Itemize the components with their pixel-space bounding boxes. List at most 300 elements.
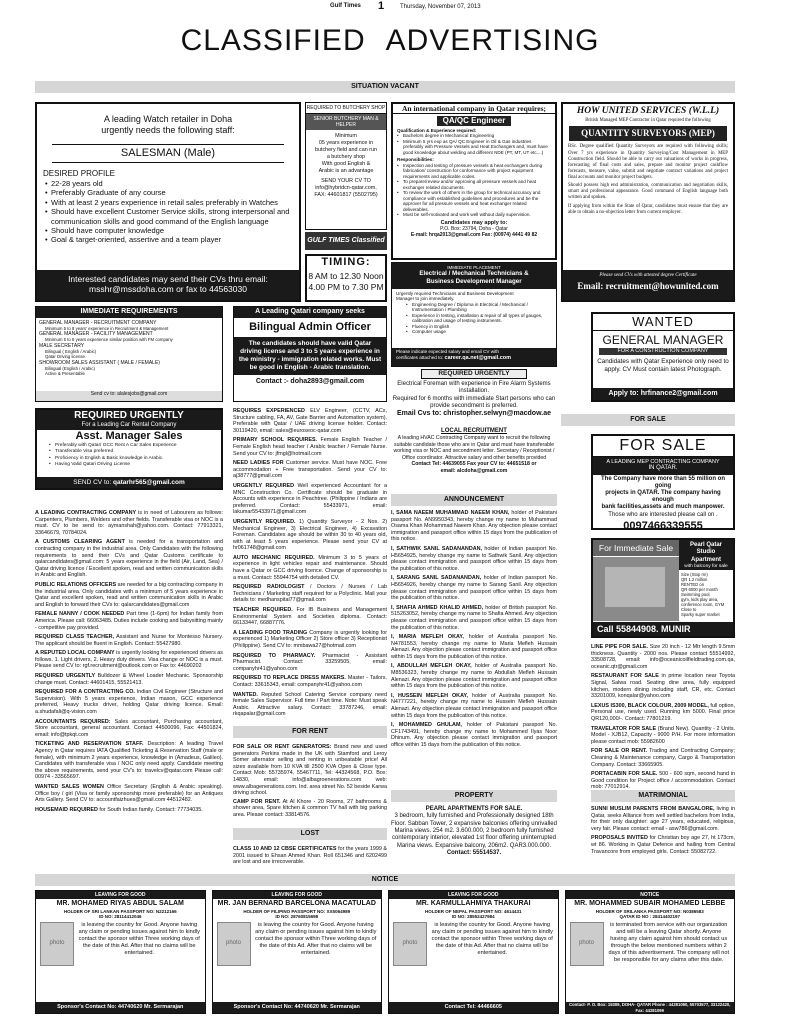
ad-heading: A LEADING FOOD TRADING (233, 629, 308, 636)
imm-heading: IMMEDIATE REQUIREMENTS (36, 307, 222, 318)
spec: gym, kids play area, (681, 597, 719, 603)
ad-heading: HOUSEMAID REQUIRED (35, 806, 98, 813)
issue-date: Thursday, November 07, 2013 (400, 4, 481, 10)
ad-text: Office Secretary (English & Arabic speaking). Office boy / girl (Visa or family sponsorship more preferable) for an Antiques Arts Gallery. Send CV to: accountfaizhues@gmail.com 44512482. (35, 783, 224, 804)
notice-body: is terminated from service with our organization and will be a leaving Qatar shortly. Anyone having any claim against him should contact us through the below mentioned numbers within 2 days of this advertisement. The company will not be responsible for any claims after this date. (608, 921, 730, 963)
announcement-header: ANNOUNCEMENT (391, 494, 557, 506)
list-item: • Having Valid Qatari Driving License (49, 462, 209, 468)
ad-text: Assistant and Nurse for Montesso Nursery. The applicant should be fluent in English. Contact: 55427980. (35, 634, 223, 647)
ad-heading: PORTACABIN FOR SALE. (591, 771, 658, 778)
ad-text: Well experienced Accountant for a MNC Construction Co. Certificate should be graduate in Accounts with experience in Peachtree. (Philippine / Indians are preferred. Contact: 55433971, email: lakumar55433971@gmail.com (233, 482, 387, 516)
ad-heading: I, ABDULLAH MEFLEH OKAY, (391, 663, 472, 670)
notice-body: is leaving the country for Good. Anyone having any claim or pending issues against him to kindly contact the sponsor within Three working days of the date of this Ad. After that no claims will be entertained. (431, 921, 553, 956)
classified-ad (591, 644, 735, 670)
ad-heading: PUBLIC RELATIONS OFFICERS (35, 581, 117, 588)
resp-item: • To prepare/review and/or approving all pressure vessels and heat exchanger related documents. (397, 179, 551, 190)
text: SEND YOUR CV TO (321, 178, 371, 185)
ad-text: Bulldozer & Wheel Loader Mechanic. Sponsorship change must. Contact: 44601415, 55521413. (35, 673, 223, 686)
apply-heading: Candidates may apply to: (440, 219, 508, 226)
ad-text: (Brand New). Quantity - 2 Units. Model - XJB12, Capacity - 9000 P/H. For more information please contact mob: 55982600 (591, 725, 736, 745)
timing-box (305, 254, 387, 302)
timing-heading: TIMING: (321, 256, 371, 268)
profile-item: • Preferably Graduate of any course (45, 188, 291, 197)
qaqc-title: QA/QC Engineer (437, 116, 511, 126)
list-item: • Transferable Visa preferred (49, 449, 209, 455)
gulf-times-classified-logo: GULF TIMES Classified (305, 232, 387, 250)
person-photo: photo (40, 922, 74, 966)
spec: Close to (681, 607, 697, 613)
title: REQUIRED URGENTLY (421, 369, 527, 379)
matrimonial-header: MATRIMONIAL (591, 790, 735, 802)
ad-heading: NEED LADIES FOR (233, 460, 284, 467)
ad-heading: TEACHER REQUIRED. (233, 607, 293, 614)
ad-heading: PROPOSALS INVITED (591, 835, 648, 842)
bilingual-contact: Contact :- doha2893@gmail.com (255, 378, 365, 386)
resp-heading: Responsibilities: (397, 157, 434, 163)
text: Those who are interested please call on . (608, 512, 718, 519)
ad-text: Size 20 inch - 12 Mtr length 9.5mm thickness. Quantity - 2000 nos. Please contact 55514992, 33508728, email: info@oceanicoilfieldtrading.com.qa, oceanic.qtr@gmail.com (591, 644, 736, 670)
ad-heading: TICKETING AND RESERVATION STAFF. (35, 741, 144, 748)
page-number: 1 (378, 0, 385, 12)
placement-title-2: Business Development Manager (426, 278, 522, 286)
ad-text: / Doctors / Nurses / Lab Technicians / Marketing staff required for a Polyclinic. Mail your details to: medhanspital77@gmail.com (233, 584, 388, 604)
resp-item: • Must be self-motivated and work well without daily supervision. (397, 212, 551, 218)
text: The Company have more than 55 million on going (600, 475, 726, 489)
ad-heading: REQUIRED URGENTLY (35, 673, 96, 680)
person-photo: photo (393, 922, 427, 966)
ad-text: is urgently looking for experienced drivers as follows. 1. Light drivers, 2. Heavy duty drivers. Visa change or NOC is a must. Please send CV to: rgf.recruitment@outlook.com or Fax to: 44690202 (35, 650, 223, 670)
list-item: • Computer usage (406, 329, 552, 335)
ad-text: Brand new and used generators Perkins made in the UK with Stamford and Leroy Somer alternator selling and renting in unbeatable price! All sizes available from 10 KVA till 2500 KVA Open & Close type. Contact Mob: 55735974, 55467711, Tel: 44324568, P.O. Box: 14830, email: info@albagroenerations.com web: www.albagenerations.com. Ind. area street No. 52 beside Karwa driving school. (233, 744, 388, 797)
qual-item: • Bachelors degree in Mechanical Engineering (397, 133, 551, 139)
text: 05 years experience in (318, 140, 374, 147)
spec: QR 1.2 million (681, 577, 708, 583)
notice-body: is leaving the country for Good. Anyone having any claim or pending issues against him to kindly contact the sponsor within Three working days of the date of this Ad. After that no claims will be entertained. (255, 921, 377, 956)
ad-text: for Christian boy age 27, ht 173cm, wt 86. Working in Qatar Defence and hailing from Central Travancore from employed girls. Contact: 55082722. (591, 835, 735, 855)
text: Minimum (335, 133, 357, 140)
ad-heading: RESTAURANT FOR SALE (591, 673, 659, 680)
profile-item: • 22-28 years old (45, 179, 291, 188)
ad-text: holder of British passport No. 515263052, hereby change my name to Shafia Ahmed. Any objection please contact immigration and passport office within 15 days from the publication of this notice. (391, 604, 558, 631)
wanted-heading: WANTED (593, 314, 733, 331)
ad-heading: FEMALE NANNY / COOK NEEDED (35, 611, 125, 618)
company-name: HOW UNITED SERVICES (W.L.L) (576, 106, 720, 116)
classified-ad (391, 605, 557, 631)
notice-row (35, 890, 735, 1014)
spec: Size (Stop rm) (681, 572, 708, 577)
announcement-list (391, 510, 557, 784)
id-no: QATAR ID NO : 28414402197 (619, 914, 681, 920)
apply-email: Apply to: hrfinance2@gmail.com (593, 388, 733, 400)
text: butchery field and can run (314, 147, 378, 154)
classified-ad (233, 460, 387, 480)
text: Bilingual (English / Arabic) (45, 365, 95, 371)
ad-text: holder of Indian passport No. H5654925, hereby change my name to Sathwik Sanil. Any objection please contact immigration and passport office within 15 days from the publication of this notice. (391, 545, 557, 572)
ad-text: ELV Engineer, (CCTV, ACs, Structure cabling, FA, AV, Gate Barrier and Automation system). Preferable with Qatar / UAE driving license holder. Contact: 30119420, email: sales@euroseoc-qatar.com (233, 408, 387, 434)
text: GENERAL MANAGER - FACILITY MANAGEMENT (39, 331, 153, 338)
ad-text: holder of Australia passport No. M8536323, hereby change my name to Abdullah Mefleh Hussain Alenazi. Any objection please contact immigration and passport office within 15 days from the publication of this notice. (391, 663, 558, 690)
paper-name: Gulf Times (330, 3, 361, 9)
id-no: ID NO: 28552427984 (451, 914, 495, 920)
ad-heading: REQUIRED TO PHARMACY. (233, 652, 316, 659)
position-title: GENERAL MANAGER (602, 332, 724, 347)
placement-heading: IMMEDIATE PLACEMENT (447, 265, 501, 270)
classified-ad (35, 689, 223, 715)
classified-ad (35, 539, 223, 579)
situation-vacant-header: SITUATION VACANT (35, 81, 735, 93)
timing-evening: 4.00 PM to 7.30 PM (308, 281, 384, 292)
classified-ad (591, 835, 735, 855)
text: Urgently required Technicians and Business Development (396, 290, 514, 296)
ad-text: Trading and Contracting Company; Cleaning & Maintenance company, Cargo & Transportation Company. Contact: 33665905. (591, 748, 736, 768)
apply-line: Interested candidates may send their CVs thru email: (68, 274, 268, 284)
person-name: MR. JAN BERNARD BARCELONA MACATULAD (217, 900, 376, 908)
text: MALE SECRETARY (39, 342, 85, 349)
bilingual-title: Bilingual Admin Officer (249, 320, 371, 333)
text: Please send CVs with attested degree Certificate (599, 273, 697, 278)
for-sale-header: FOR SALE (561, 414, 735, 426)
text: With good English & (321, 161, 371, 168)
notice-type: LEAVING FOR GOOD (36, 891, 205, 899)
passport-no: HOLDER OF SRI LANKAN PASSPORT NO: N2212166 (63, 908, 177, 914)
ad-text: At Al Khore - 20 Rooms, 27 bathrooms & shower area, Spare kitchen & common TV hall with big parking area. Please contact: 33814576. (233, 798, 387, 818)
ad-heading: LEXUS IS300, BLACK COLOUR, 2009 MODEL, (591, 702, 709, 709)
ad-text: are needed for a big contracting company in the industrial area. Only candidates with a minimum of 5 years experience in Qatar and excellent spoken, read and written communication skills in Arabic and English to forward their CVs to: qalarcandidates@gmail.com (35, 581, 223, 608)
matrimonial-list (591, 806, 735, 870)
ad-heading: LINE PIPE FOR SALE. (591, 644, 649, 650)
person-name: MR. MOHAMED RIYAS ABDUL SALAM (56, 900, 184, 908)
list-item: • Preferably with Qatar/ GCC Rent A Car Sales Experience (49, 443, 209, 449)
classified-ad (591, 771, 735, 791)
ad-text: For IB Business and Management Environmental System and Societies diploma. Contact: 66133447, 66887776. (233, 607, 387, 627)
person-photo: photo (570, 922, 604, 966)
contact: Contact Tel: 44639055 Fax your CV to: 44651518 or (411, 461, 537, 468)
ad-text: is needed for a transportation and contracting company in the industrial area. Only Candidates with the following requirements to send their CVs and Qatar Customs certificate to qalarcandidates@gmail.com: 5 years experience in the field (Air, Land, Sea) / Qatar driving licence / Excellent spoken, read and written communication skills in Arabic and English. (35, 539, 224, 579)
profile-item: • Should have excellent Customer Service skills, strong interpersonal and communication skills and good command of the English language (45, 207, 291, 226)
ad-text: holder of Pakistani passport No. CF1743491, hereby change my name to Mohammed Ilyas Noor Dhinum. Any objection please contact immigration and passport office within 15 days from the publication of this notice. (391, 722, 557, 748)
classified-ad (591, 748, 735, 768)
ad-heading: I, SATHWIK SANIL SADANANDAN, (391, 545, 482, 552)
passport-no: HOLDER OF NEPAL PASSPORT NO: 4614431 (424, 908, 522, 914)
list-item: • Proficiency in English & Basic knowledge in Arabic. (49, 456, 209, 462)
notice-type: NOTICE (566, 891, 735, 899)
ad-heading: REQUIRED RADIOLOGIST (233, 584, 305, 591)
classified-ad (233, 437, 387, 457)
bilingual-body: The candidates should have valid Qatar driving license and 3 to 5 years experience in the ministry - immigration related works. Must be good in English - Arabic translation. (234, 337, 386, 376)
ad-heading: AUTO MECHANIC REQUIRED. (233, 554, 315, 561)
ad-heading: REQUIRES EXPERIENCED (233, 408, 305, 414)
text: Manager to join immediately. (396, 296, 455, 302)
list-item: • Engineering Degree / Diploma in Electrical / Mechanical / Instrumentation / Plumbing (406, 302, 552, 313)
company-sub: British Managed MEP Contractor in Qatar required the following (585, 117, 711, 123)
property-sub: with balcony for sale (684, 563, 728, 569)
resp-item: • To review the work of others in the group for technical accuracy and compliance with established guidelines and procedures and be the approver for all pressure vessels and heat exchanger related deliverables. (397, 190, 551, 212)
notice-header: NOTICE (35, 874, 735, 886)
for-sale-heading: FOR SALE (593, 436, 733, 457)
sale-listings (591, 644, 736, 791)
how-united-ad (561, 102, 735, 302)
position-title: SALESMAN (Male) (52, 144, 284, 163)
classified-ad (391, 546, 557, 572)
ad-text: Indian Civil Engineer (Structure and Supervision). With 5 years experience, Indian mason, GCC experience preferred, Heavy trucks driver, holding Qatar driving licence. Email: a.shudafali@q-vision.com (35, 689, 223, 716)
ad-text: 500 - 600 sqm, second hand in Good condition for Project office / accommodation. Contact mob: 77012914. (591, 771, 735, 791)
classified-ad (233, 519, 387, 552)
spec: QR 6000 per month (681, 587, 718, 593)
ad-text: for South Indian family. Contact: 77734035. (99, 806, 203, 813)
text: BSc. Degree qualified Quantity Surveyors are required with following skills; Over 7 yrs experience in Quantity Surveying/Cost Management in MEP Construction field. Should be able to carry out valuations of works in progress, forecasting of final costs and sales, prepare and monitor project cashflow forecasts, measure, value, submit and negotiate contract variations and project final accounts and monitor project budgets. (568, 144, 728, 181)
apply-address: P.O. Box: 23794, Doha - Qatar (440, 226, 508, 233)
subtitle: For a Leading Car Rental Company (81, 422, 177, 429)
text: Active & Presentable (45, 371, 85, 377)
person-name: MR. KARMULLAHMIYA THAKURAI (415, 900, 531, 908)
classified-ad (391, 663, 557, 689)
qual-heading: Qualification & Experience required: (397, 127, 477, 133)
ad-text: Master - Tailors. Contact: 33615343, email: companyhr41@yahoo.com (233, 675, 388, 688)
ad-heading: PRIMARY SCHOOL REQUIRES. (233, 437, 318, 444)
classified-ad (233, 653, 387, 673)
passport-no: HOLDER OF FILIPINO PASSPORT NO: XX5064989 (243, 908, 351, 914)
resp-item: • Inspection and testing of pressure vessels & heat exchangers during fabrication/ construction for conformance with project equipment requirements and applicable codes. (397, 163, 551, 180)
title: LOCAL RECRUITMENT (441, 428, 507, 434)
ad-heading: WANTED SALES WOMEN (35, 783, 104, 790)
ad-heading: I, MOHAMMED GHULAM, (391, 722, 462, 729)
classified-ad (233, 584, 387, 604)
apply-email: career.qa.net@gmail.com (444, 354, 512, 361)
title: For Immediate Sale (593, 540, 679, 556)
ad-heading: A LEADING CONTRACTING COMPANY (35, 510, 137, 516)
qual-item: • Minimum 5 yrs exp as QA/ QC Engineer in Oil & Gas industries preferably with Pressure Vessels and Heat Exchangers and, must have good knowledge about welding and different NDE (PT, MT, UT etc....) (397, 139, 551, 156)
apartment-photo (593, 557, 679, 621)
phone: 0097466339555 (623, 519, 703, 532)
text: Bilingual ( English / Arabic) (45, 349, 97, 354)
ad-heading: URGENTLY REQUIRED. (233, 518, 296, 525)
passport-no: HOLDER OF SRILANKA PASSPORT NO: N0386583 (595, 908, 704, 914)
ad-intro-2: urgently needs the following staff: (101, 124, 235, 135)
location: IN QATAR. (648, 465, 678, 472)
text: Electrical Foreman with experience in Fire Alarm Systems installation. (397, 380, 551, 395)
classified-ad (233, 607, 387, 627)
ad-text: Reputed School Catering Service company need female Sales Supervisor. Full time / Part time. Note: Must speak Arabic. Attractive salary. Contact: 33787246, email: rkqapalar@gmail.com (233, 691, 387, 718)
spec: conference room, GYM (681, 602, 725, 608)
text: SHOWROOM SALES ASSISTANT ( MALE / FEMALE) (39, 359, 160, 366)
classified-ad (591, 673, 735, 699)
ad-text: holder of Australia passport No. N4781553, hereby change my name to Maria Mefleh Hussain Alenazi. Any objection please contact immigration and passport office within 15 days from the publication of this notice. (391, 634, 558, 660)
text: Required for 6 months with immediate Start persons who can provide secondment is preferred. (392, 395, 556, 409)
text: GENERAL MANAGER - RECRUITMENT COMPANY (39, 319, 157, 326)
classified-ad (233, 408, 387, 434)
classified-ad (391, 722, 557, 748)
spec: Swimming pool, (681, 592, 711, 598)
notice-box (388, 890, 559, 1014)
apply-email: Email Cvs to: christopher.selwyn@macdow.ae (396, 410, 551, 418)
ad-heading: PEARL APARTMENTS FOR SALE. (425, 806, 523, 812)
classified-ad (233, 555, 387, 581)
butchery-ad (305, 102, 387, 230)
text: projects in QATAR. The company having enough (605, 489, 721, 504)
bilingual-admin-ad (233, 306, 387, 402)
ad-text: is in need of Labourers as follows: Carpenters, Plumbers, Welders and other fields. Transferable visa or NOC is a must. CV to be send to: aymanshah@yahoo.com. Contact: 77913321, 33646679, 70784024. (35, 510, 223, 536)
qaqc-intro: An international company in Qatar requires; (393, 104, 555, 114)
apply-email: E-mail: hrqa2013@gmail.com Fax: (00974) 4441 49 82 (410, 232, 538, 239)
spec: RENTED on (681, 582, 705, 588)
classified-ad (35, 634, 223, 647)
notice-box (35, 890, 206, 1014)
ad-text: in prime location near Toyota Signal, Salwa road. Seating dine area, fully equipped kitchen, modern dining including staff, CR, etc. Contact 33201009, konqalar@yahoo.com (591, 673, 735, 700)
text: Minimum 5 to 8 years' experience in Recruitment & Management (45, 325, 169, 331)
classified-ad (391, 693, 557, 719)
lost-section (233, 846, 387, 870)
notice-box (565, 890, 736, 1014)
ad-text: Customer service. Must have NOC. Free accommodation + Free transportation. Send your CV to: aj38777@gmail.com (233, 460, 387, 480)
local-recruitment-ad (391, 428, 557, 488)
classified-ad (591, 703, 735, 723)
spec: Sparky super market (681, 612, 720, 618)
classified-ad (35, 741, 223, 781)
text: A leading HVAC Contracting Company want to recruit the following suitable candidate those who are in Qatar and must have transferable working visa or NOC and secondment letter. Secretary / Receptionist / Office coordinator. Attractive salary and other benefits provided (393, 435, 555, 461)
ad-heading: REQUIRED TO REPLACE DRESS MAKERS. (233, 675, 346, 682)
classified-ad (233, 483, 387, 516)
person-photo: photo (217, 922, 251, 966)
profile-item: • With at least 2 years experience in retail sales preferably in Watches (45, 198, 291, 207)
ad-heading: TRAVELATOR FOR SALE (591, 725, 657, 732)
ad-intro: A leading Watch retailer in Doha (103, 114, 233, 124)
text: bank facilities,assets and much manpower. (601, 504, 725, 511)
ad-text: holder of Australia passport No. N4777221, hereby change my name to Hussein Mefleh Hussain Alenazi. Any objection please contact immigration and passport office within 15 days from the publication of this notice. (391, 692, 558, 719)
notice-box (212, 890, 383, 1014)
profile-item: • Goal & target-oriented, assertive and a team player (45, 235, 291, 244)
ad-text: holder of Indian passport No. H5654926, hereby change my name to Sarang Sanil. Any objection please contact immigration and passport office within 15 days from the publication of this notice. (391, 575, 557, 602)
ad-text: Sales accountant, Purchasing accountant, Store accountant, general accountant. Contact 44500096, Fax: 44501824, email: info@tpkqt.com (35, 718, 223, 738)
list-item: • Fluency in English (406, 324, 552, 330)
butchery-position: SENIOR BUTCHERY MAN & HELPER (306, 114, 386, 130)
watch-retailer-ad (35, 102, 301, 302)
ad-heading: URGENTLY REQUIRED (233, 482, 294, 489)
position-title: QUANTITY SURVEYORS (MEP) (569, 126, 727, 141)
column-2-classifieds (233, 408, 388, 718)
butchery-heading: REQUIRED TO BUTCHERY SHOP (306, 103, 386, 114)
notice-type: LEAVING FOR GOOD (389, 891, 558, 899)
apply-email: msshr@mssdoha.com or fax to 44563030 (89, 284, 247, 295)
id-no: ID NO: 28114412046 (98, 914, 142, 920)
title-advertising: ADVERTISING (385, 23, 600, 57)
pearl-studio-ad (591, 538, 735, 638)
classified-ad (391, 634, 557, 660)
ad-heading: I, SAMA NAEEM MUHAMMAD NAEEM KHAN, (391, 510, 510, 516)
profile-item: • Should have computer knowledge (45, 226, 291, 235)
text: Arabic is an advantage (318, 168, 374, 175)
placement-ad (391, 262, 557, 367)
ad-heading: FOR SALE OR RENT. (591, 748, 648, 755)
for-rent-header: FOR RENT (233, 726, 387, 738)
text: Minimum 5 to 8 years experience similar position with FM company (45, 337, 173, 343)
text: info@hybridcn-qatar.com, (315, 185, 377, 192)
ad-text: holder of Pakistani passport No. AN9950343, hereby change my name to Muhammad Osama Khan Mohammad Naeem Khan. Any objection please contact immigration and passport office within 15 days from the publication of this notice. (391, 510, 557, 543)
text: If applying from within the State of Qatar, candidates must ensure that they are able to obtain a no-objection letter from current employer. (568, 203, 728, 215)
ad-text: Description: A leading Travel Agency in Qatar requires IATA Qualified Ticketing & Reservation Staff (male or female), with minimum 2 years experience, knowledge in (Amadeus, Galileo). Candidates with transferable visa / NOC only need apply. Candidate meeting the above requirements, send your CV's to: travelcv@qatar.com Please call: 00974 - 33565697. (35, 741, 223, 781)
immediate-requirements-ad (35, 306, 223, 402)
apply-email: Email: recruitment@howunited.com (577, 281, 719, 292)
text: SEND CV to: (73, 479, 112, 486)
masthead-title (180, 16, 600, 66)
title: REQUIRED URGENTLY (74, 410, 184, 421)
column-1-classifieds (35, 510, 223, 840)
ad-heading: REQUIRED CLASS TEACHER, (35, 634, 115, 641)
ad-heading: CLASS 10 AND 12 CBSE CERTIFICATES (233, 846, 337, 852)
classified-ad (35, 784, 223, 804)
classified-ad (591, 806, 735, 832)
ad-heading: I, HUSSEIN MEFLEH OKAY, (391, 692, 468, 699)
rent-section (233, 744, 387, 822)
apply-email: email: alcdoha@gmail.com (440, 467, 508, 474)
ad-text: 1) Quantity Surveyor - 2 Nos. 2) Mechanical Engineer, 3) Electrical Engineer, 4) Excavation Foreman. Candidates age should be within 30 to 40 years old, with at least 5 years experience. Please send your CV at hr061748@gmail.com (233, 518, 387, 552)
ad-heading: I, SHAFIA AHMED KHALID AHMED, (391, 604, 484, 611)
ad-heading: REQUIRED FOR A CONTRACTING CO. (35, 689, 135, 696)
property-section (391, 806, 557, 870)
apply-email: qatarhr565@gmail.com (113, 479, 185, 486)
classified-ad (35, 719, 223, 739)
ad-text: Female English Teacher / Female English head teacher / Arabic teacher / Female Nurse. Send your CV to: jfmgl@hotmail.com (233, 437, 388, 457)
notice-contact: Sponsor's Contact No: 44740620 Mr. Sermarajan (213, 1002, 382, 1013)
timing-morning: 8 AM to 12.30 Noon (308, 271, 384, 282)
text: Should possess high end administration, communication and negotiation skills, smart and professional appearance. Good command of English language both written and spoken. (568, 183, 728, 201)
classified-ad (591, 726, 735, 746)
ad-text: living in Qatar, seeks Alliance from well settled bachelors from India, for their only daughter: age 27 years, educated, religious, very fair. Please contact: email - asw786@gmail.com. (591, 806, 735, 832)
ad-text: Pharmacist - Assistant Pharmacist. Contact: 33259505, email: companyhr41@yahoo.com (233, 652, 387, 672)
placement-title: Electrical / Mechanical Technicians & (419, 270, 529, 278)
notice-contact: Contact Tel: 44466605 (389, 1002, 558, 1013)
imm-email: Send cv to: alalesjobs@gmail.com (36, 391, 222, 401)
classified-ad (35, 673, 223, 686)
classified-ad (233, 692, 387, 718)
profile-heading: DESIRED PROFILE (43, 169, 116, 179)
contact: Call 55844908. MUNIR (593, 622, 733, 636)
text: Please indicate expected salary and email CV with (396, 349, 499, 354)
qaqc-ad (391, 102, 557, 260)
contact: Contact: 55514537. (446, 849, 502, 856)
list-item: • Experience in testing, installation & repair of all types of gauges, calibration and usage of testing instruments. (406, 313, 552, 324)
text: Candidates with Qatar Experience only need to apply. CV Must contain latest Photograph. (597, 358, 729, 373)
notice-body: is leaving the country for Good. Anyone having any claim or pending issues against him to kindly contact the sponsor within Three working days of the date of this Ad. After that no claims will be entertained. (78, 921, 200, 956)
notice-type: LEAVING FOR GOOD (213, 891, 382, 899)
classified-ad (233, 630, 387, 650)
classified-ad (35, 807, 223, 814)
property-header: PROPERTY (391, 790, 557, 802)
subtitle: FOR A CONSTRUCTION COMPANY (599, 348, 727, 355)
ad-heading: SUNNI MUSLIM PARENTS FROM BANGALORE, (591, 806, 715, 812)
ad-heading: A CUSTOMS CLEARING AGENT (35, 539, 125, 546)
ad-text: 3 bedroom, fully furnished and Professionally designed 18th Floor. Sabban Tower, 2 expansive balconies offering unrivalled Marina views. 254 m2. 3.600.000, 2 bedroom fully furnished contemporary interior, elevated 1st floor offering uninterrupted Marina views. Expansive balcony, 206m2. QAR3.000.000. (391, 813, 557, 849)
lost-header: LOST (233, 828, 387, 840)
ad-heading: CAMP FOR RENT. (233, 798, 281, 805)
ad-heading: FOR SALE OR RENT GENERATORS: (233, 744, 332, 750)
position-title: Asst. Manager Sales (75, 429, 183, 442)
asst-manager-ad (35, 408, 223, 490)
ad-text: for the years 1999 & 2001 issued to Ehsan Ahmed Khan. Roll 651346 and 6202499 are lost and are irrecoverable. (233, 846, 388, 866)
ad-heading: WANTED. (233, 691, 258, 698)
notice-contact: Contact- P. O. Box: 15309, DOHA- QATAR Phone : 44281090, 55703577, 33122420, Fax: 44281099 (566, 1002, 735, 1013)
classified-ad (35, 510, 223, 536)
ad-heading: A REPUTED LOCAL COMPANY (35, 650, 115, 657)
text: a butchery shop (326, 154, 366, 161)
mep-for-sale-ad (591, 434, 735, 530)
ad-text: Company is urgently looking for experienced 1) Marketing Officer 2) Store officer 3) Receptionist (Philippine). Send CV to: mmbawa27@hotmail.com (233, 629, 388, 649)
bilingual-intro: A Leading Qatari company seeks (234, 307, 386, 318)
classified-ad (391, 575, 557, 601)
id-no: ID NO: 28760815698 (275, 914, 319, 920)
ad-heading: I, MARIA MEFLEH OKAY, (391, 634, 464, 641)
classified-ad (35, 650, 223, 670)
ad-text: full option, Personal use, newly used. Running km 5000. Final price QR120,000/-. Contact: 77801219. (591, 702, 735, 722)
